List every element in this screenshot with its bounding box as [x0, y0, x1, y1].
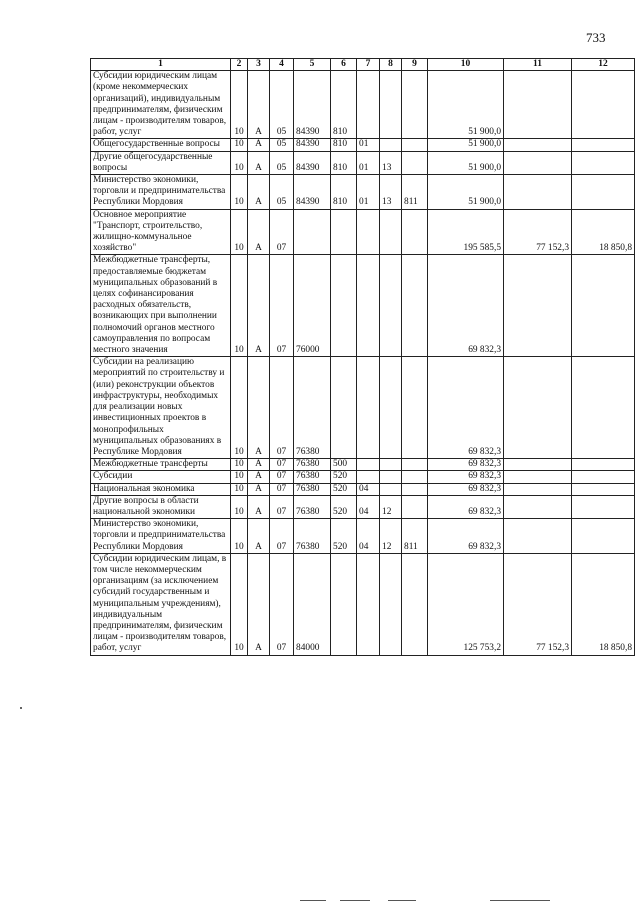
cell-col-8 — [380, 471, 402, 483]
page-number: 733 — [586, 30, 606, 45]
cell-col-5: 76380 — [294, 471, 331, 483]
amount-col-11 — [504, 357, 572, 459]
amount-col-10: 69 832,3 — [428, 495, 504, 518]
table-row — [91, 553, 635, 655]
amount-col-10: 51 900,0 — [428, 71, 504, 139]
table-row — [91, 357, 635, 459]
cell-col-8 — [380, 459, 402, 471]
table-row — [91, 459, 635, 471]
amount-col-11 — [504, 139, 572, 151]
amount-col-10: 69 832,3 — [428, 255, 504, 357]
cell-col-6: 810 — [331, 71, 357, 139]
cell-col-5: 76380 — [294, 495, 331, 518]
cell-col-2: 10 — [231, 553, 248, 655]
cell-col-9 — [402, 255, 428, 357]
cell-col-4: 07 — [270, 483, 294, 495]
scan-artifact-line — [300, 900, 600, 903]
cell-col-3: А — [248, 71, 270, 139]
cell-col-8 — [380, 553, 402, 655]
cell-col-3: А — [248, 459, 270, 471]
amount-col-11 — [504, 71, 572, 139]
amount-col-11 — [504, 175, 572, 210]
cell-col-6: 810 — [331, 139, 357, 151]
row-name: Министерство экономики, торговли и предпринимательства Республики Мордовия — [91, 519, 231, 554]
cell-col-3: А — [248, 495, 270, 518]
cell-col-2: 10 — [231, 519, 248, 554]
cell-col-9 — [402, 139, 428, 151]
table-row — [91, 209, 635, 255]
amount-col-11 — [504, 519, 572, 554]
row-name: Общегосударственные вопросы — [91, 139, 231, 151]
cell-col-7: 04 — [357, 519, 380, 554]
amount-col-10: 69 832,3 — [428, 471, 504, 483]
table-row — [91, 471, 635, 483]
cell-col-5: 84390 — [294, 151, 331, 174]
amount-col-12 — [572, 71, 635, 139]
row-name: Субсидии — [91, 471, 231, 483]
column-header: 11 — [504, 59, 572, 71]
cell-col-4: 05 — [270, 151, 294, 174]
cell-col-3: А — [248, 151, 270, 174]
cell-col-8 — [380, 71, 402, 139]
cell-col-8 — [380, 483, 402, 495]
table-row — [91, 151, 635, 174]
cell-col-6 — [331, 255, 357, 357]
cell-col-7: 04 — [357, 495, 380, 518]
amount-col-10: 69 832,3 — [428, 483, 504, 495]
header-row — [91, 59, 635, 71]
amount-col-10: 69 832,3 — [428, 357, 504, 459]
cell-col-9 — [402, 459, 428, 471]
column-header: 12 — [572, 59, 635, 71]
cell-col-4: 07 — [270, 459, 294, 471]
row-name: Основное мероприятие "Транспорт, строительство, жилищно-коммунальное хозяйство" — [91, 209, 231, 255]
amount-col-11 — [504, 471, 572, 483]
cell-col-3: А — [248, 175, 270, 210]
table-row — [91, 483, 635, 495]
cell-col-6: 520 — [331, 519, 357, 554]
cell-col-6 — [331, 553, 357, 655]
amount-col-12 — [572, 255, 635, 357]
cell-col-9 — [402, 209, 428, 255]
cell-col-7 — [357, 357, 380, 459]
amount-col-10: 51 900,0 — [428, 139, 504, 151]
cell-col-4: 07 — [270, 255, 294, 357]
cell-col-9 — [402, 495, 428, 518]
amount-col-12 — [572, 483, 635, 495]
amount-col-12 — [572, 519, 635, 554]
cell-col-7 — [357, 255, 380, 357]
cell-col-7 — [357, 209, 380, 255]
cell-col-5: 84390 — [294, 175, 331, 210]
cell-col-4: 07 — [270, 471, 294, 483]
cell-col-5: 84390 — [294, 139, 331, 151]
column-header: 4 — [270, 59, 294, 71]
row-name: Другие вопросы в области национальной экономики — [91, 495, 231, 518]
cell-col-3: А — [248, 553, 270, 655]
cell-col-3: А — [248, 255, 270, 357]
cell-col-9 — [402, 483, 428, 495]
cell-col-2: 10 — [231, 151, 248, 174]
cell-col-3: А — [248, 139, 270, 151]
cell-col-9 — [402, 71, 428, 139]
cell-col-9 — [402, 357, 428, 459]
cell-col-5: 76380 — [294, 483, 331, 495]
cell-col-6 — [331, 357, 357, 459]
row-name: Субсидии юридическим лицам, в том числе некоммерческим организациям (за исключением субсидий государственным и муниципальным учреждениям), индивидуальным предпринимателям, физическим лицам - производителям товаров, работ, услуг — [91, 553, 231, 655]
table-row — [91, 139, 635, 151]
cell-col-3: А — [248, 357, 270, 459]
cell-col-2: 10 — [231, 175, 248, 210]
cell-col-8: 12 — [380, 519, 402, 554]
cell-col-2: 10 — [231, 459, 248, 471]
amount-col-11 — [504, 151, 572, 174]
cell-col-4: 05 — [270, 175, 294, 210]
cell-col-8: 13 — [380, 175, 402, 210]
cell-col-9 — [402, 553, 428, 655]
amount-col-10: 195 585,5 — [428, 209, 504, 255]
amount-col-11 — [504, 459, 572, 471]
row-name: Субсидии на реализацию мероприятий по строительству и (или) реконструкции объектов инфраструктуры, необходимых для реализации новых инвестиционных проектов в монопрофильных муниципальных образованиях в Республике Мордовия — [91, 357, 231, 459]
cell-col-4: 07 — [270, 357, 294, 459]
cell-col-2: 10 — [231, 357, 248, 459]
row-name: Субсидии юридическим лицам (кроме некоммерческих организаций), индивидуальным предпринимателям, физическим лицам - производителям товаров, работ, услуг — [91, 71, 231, 139]
cell-col-9 — [402, 471, 428, 483]
amount-col-11 — [504, 255, 572, 357]
row-name: Национальная экономика — [91, 483, 231, 495]
cell-col-9 — [402, 151, 428, 174]
cell-col-5: 76380 — [294, 519, 331, 554]
column-header: 6 — [331, 59, 357, 71]
amount-col-12 — [572, 175, 635, 210]
cell-col-5: 76000 — [294, 255, 331, 357]
amount-col-10: 51 900,0 — [428, 175, 504, 210]
column-header: 7 — [357, 59, 380, 71]
row-name: Другие общегосударственные вопросы — [91, 151, 231, 174]
cell-col-7: 01 — [357, 151, 380, 174]
cell-col-7: 04 — [357, 483, 380, 495]
cell-col-3: А — [248, 519, 270, 554]
amount-col-11: 77 152,3 — [504, 209, 572, 255]
cell-col-3: А — [248, 483, 270, 495]
cell-col-6: 520 — [331, 483, 357, 495]
amount-col-10: 69 832,3 — [428, 519, 504, 554]
amount-col-11 — [504, 495, 572, 518]
scan-speck — [20, 707, 22, 709]
row-name: Межбюджетные трансферты, предоставляемые бюджетам муниципальных образований в целях софинансирования расходных обязательств, возникающих при выполнении полномочий органов местного самоуправления по вопросам местного значения — [91, 255, 231, 357]
amount-col-12: 18 850,8 — [572, 209, 635, 255]
cell-col-8 — [380, 209, 402, 255]
cell-col-8 — [380, 139, 402, 151]
cell-col-6: 520 — [331, 471, 357, 483]
row-name: Межбюджетные трансферты — [91, 459, 231, 471]
cell-col-2: 10 — [231, 495, 248, 518]
table-row — [91, 71, 635, 139]
amount-col-10: 69 832,3 — [428, 459, 504, 471]
table-row — [91, 255, 635, 357]
cell-col-6: 810 — [331, 151, 357, 174]
cell-col-9: 811 — [402, 175, 428, 210]
amount-col-12: 18 850,8 — [572, 553, 635, 655]
column-header: 8 — [380, 59, 402, 71]
cell-col-6: 810 — [331, 175, 357, 210]
cell-col-2: 10 — [231, 483, 248, 495]
cell-col-4: 07 — [270, 209, 294, 255]
cell-col-8: 12 — [380, 495, 402, 518]
cell-col-2: 10 — [231, 209, 248, 255]
column-header: 3 — [248, 59, 270, 71]
amount-col-12 — [572, 139, 635, 151]
cell-col-7 — [357, 71, 380, 139]
cell-col-4: 07 — [270, 519, 294, 554]
cell-col-7 — [357, 553, 380, 655]
cell-col-2: 10 — [231, 71, 248, 139]
cell-col-2: 10 — [231, 471, 248, 483]
cell-col-6: 500 — [331, 459, 357, 471]
column-header: 1 — [91, 59, 231, 71]
column-header: 10 — [428, 59, 504, 71]
amount-col-11 — [504, 483, 572, 495]
cell-col-2: 10 — [231, 255, 248, 357]
cell-col-2: 10 — [231, 139, 248, 151]
cell-col-7: 01 — [357, 175, 380, 210]
amount-col-10: 125 753,2 — [428, 553, 504, 655]
cell-col-4: 05 — [270, 71, 294, 139]
cell-col-5 — [294, 209, 331, 255]
amount-col-10: 51 900,0 — [428, 151, 504, 174]
amount-col-11: 77 152,3 — [504, 553, 572, 655]
cell-col-7: 01 — [357, 139, 380, 151]
cell-col-4: 07 — [270, 553, 294, 655]
budget-table — [90, 58, 635, 656]
amount-col-12 — [572, 471, 635, 483]
cell-col-4: 07 — [270, 495, 294, 518]
cell-col-7 — [357, 459, 380, 471]
column-header: 5 — [294, 59, 331, 71]
cell-col-8 — [380, 255, 402, 357]
amount-col-12 — [572, 459, 635, 471]
cell-col-8 — [380, 357, 402, 459]
table-row — [91, 519, 635, 554]
amount-col-12 — [572, 495, 635, 518]
cell-col-4: 05 — [270, 139, 294, 151]
table-row — [91, 175, 635, 210]
cell-col-5: 84390 — [294, 71, 331, 139]
cell-col-8: 13 — [380, 151, 402, 174]
cell-col-6 — [331, 209, 357, 255]
row-name: Министерство экономики, торговли и предпринимательства Республики Мордовия — [91, 175, 231, 210]
column-header: 9 — [402, 59, 428, 71]
cell-col-7 — [357, 471, 380, 483]
cell-col-5: 84000 — [294, 553, 331, 655]
cell-col-5: 76380 — [294, 459, 331, 471]
cell-col-5: 76380 — [294, 357, 331, 459]
cell-col-9: 811 — [402, 519, 428, 554]
amount-col-12 — [572, 357, 635, 459]
cell-col-3: А — [248, 471, 270, 483]
cell-col-6: 520 — [331, 495, 357, 518]
amount-col-12 — [572, 151, 635, 174]
cell-col-3: А — [248, 209, 270, 255]
table-row — [91, 495, 635, 518]
column-header: 2 — [231, 59, 248, 71]
